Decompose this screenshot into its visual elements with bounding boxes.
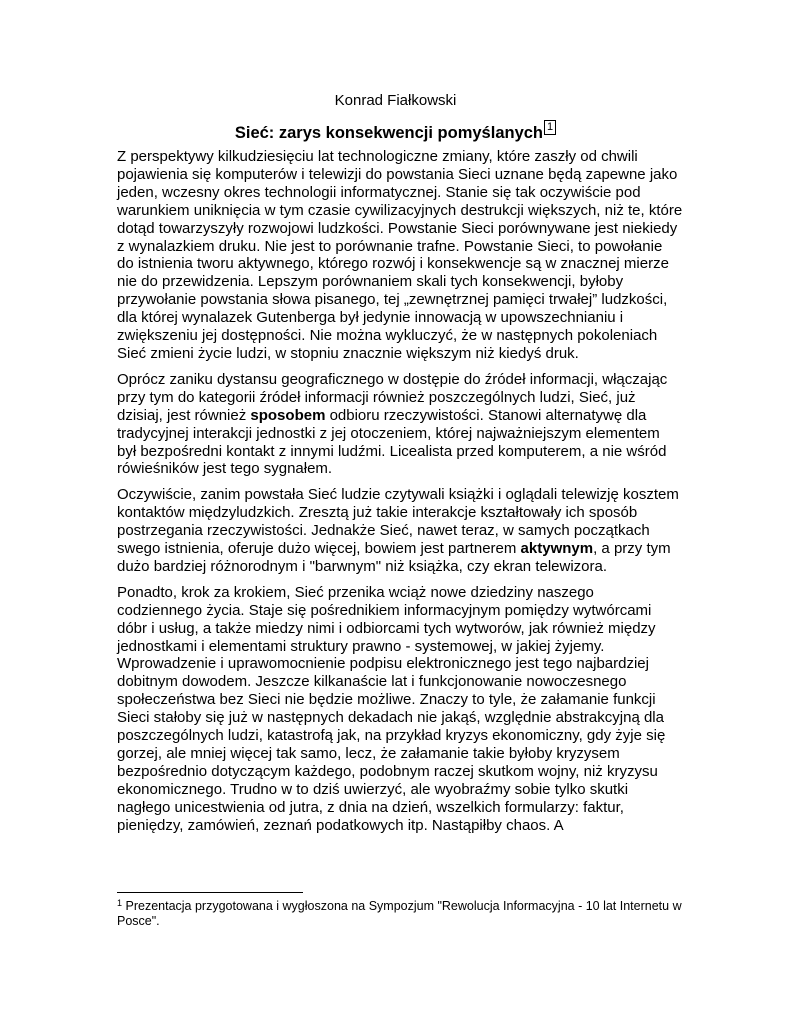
paragraph-4 (117, 584, 683, 835)
paragraph-3 (117, 486, 683, 576)
footnote-number: 1 (117, 898, 123, 908)
paragraph-3-text-before: Oczywiście, zanim powstała Sieć ludzie czytywali książki i oglądali telewizję kosztem kontaktów międzyludzkich. Zresztą już takie interakcje kształtowały ich sposób postrzegania rzeczywistości. Jednakże Sieć, nawet teraz, w samych początkach swego istnienia, oferuje dużo więcej, bowiem jest partnerem (117, 486, 679, 558)
paragraph-2-text-before: Oprócz zaniku dystansu geograficznego w dostępie do źródeł informacji, włączając przy tym do kategorii źródeł informacji również poszczególnych ludzi, Sieć, już dzisiaj, jest również (117, 370, 668, 424)
paragraph-3-bold: aktywnym (520, 540, 594, 558)
paragraph-2-bold: sposobem (250, 406, 326, 424)
paragraph-2 (117, 371, 683, 478)
paragraph-1 (117, 148, 683, 363)
paragraph-1-text: Z perspektywy kilkudziesięciu lat technologiczne zmiany, które zaszły od chwili pojawienia się komputerów i telewizji do powstania Sieci uznane będą zapewne jako jeden, wczesny okres technologii informatycznej. Stanie się tak oczywiście pod warunkiem uniknięcia w tym czasie cywilizacyjnych destrukcji większych, niż te, które dotąd towarzyszyły rozwojowi ludzkości. Powstanie Sieci porównywane jest niekiedy z wynalazkiem druku. Nie jest to porównanie trafne. Powstanie Sieci, to powołanie do istnienia tworu aktywnego, którego rozwój i konsekwencje są w znacznej mierze nie do przewidzenia. Lepszym porównaniem skali tych konsekwencji, byłoby przywołanie powstania słowa pisanego, tej „zewnętrznej pamięci trwałej” ludzkości, dla której wynalazek Gutenberga był jedynie innowacją w upowszechnianiu i zwiększeniu jej dostępności. Nie można wykluczyć, że w następnych pokoleniach Sieć zmieni życie ludzi, w stopniu znacznie większym niż kiedyś druk. (117, 148, 683, 362)
document-title (0, 120, 791, 143)
footnote-reference[interactable]: 1 (544, 120, 556, 135)
paragraph-2-text-after: odbioru rzeczywistości. Stanowi alternatywę dla tradycyjnej interakcji jednostki z jej otoczeniem, której najważniejszym elementem był bezpośredni kontakt z innymi ludźmi. Licealista przed komputerem, a nie wśród rówieśników jest tego sygnałem. (117, 406, 667, 478)
title-text: Sieć: zarys konsekwencji pomyślanych (234, 124, 544, 142)
footnote-text: Prezentacja przygotowana i wygłoszona na Sympozjum "Rewolucja Informacyjna - 10 lat Internetu w Posce". (117, 899, 682, 928)
paragraph-3-text-after: , a przy tym dużo bardziej różnorodnym i "barwnym" niż książka, czy ekran telewizora. (117, 540, 671, 575)
author-name: Konrad Fiałkowski (334, 92, 457, 109)
footnote (117, 899, 683, 929)
body-text (117, 148, 683, 843)
paragraph-4-text: Ponadto, krok za krokiem, Sieć przenika wciąż nowe dziedziny naszego codziennego życia. Staje się pośrednikiem informacyjnym pomiędzy wytwórcami dóbr i usług, a także miedzy nimi i odbiorcami tych wytworów, jak również między jednostkami i elementami struktury prawno - systemowej, w jakiej żyjemy. Wprowadzenie i uprawomocnienie podpisu elektronicznego jest tego najbardziej dobitnym dowodem. Jeszcze kilkanaście lat i funkcjonowanie nowoczesnego społeczeństwa bez Sieci nie będzie możliwe. Znaczy to tyle, że załamanie funkcji Sieci stałoby się już w następnych dekadach nie jakąś, względnie abstrakcyjną dla poszczególnych ludzi, katastrofą jak, na przykład kryzys ekonomiczny, gdy żyje się gorzej, ale mniej więcej tak samo, lecz, że załamanie takie byłoby kryzysem bezpośrednio dotyczącym każdego, podobnym raczej skutkom wojny, niż kryzysu ekonomicznego. Trudno w to dziś uwierzyć, ale wyobraźmy sobie tylko skutki nagłego unicestwienia od jutra, z dnia na dzień, wszelkich formularzy: faktur, pieniędzy, zamówień, zeznań podatkowych itp. Nastąpiłby chaos. A (117, 583, 666, 834)
footnote-separator (117, 892, 303, 893)
